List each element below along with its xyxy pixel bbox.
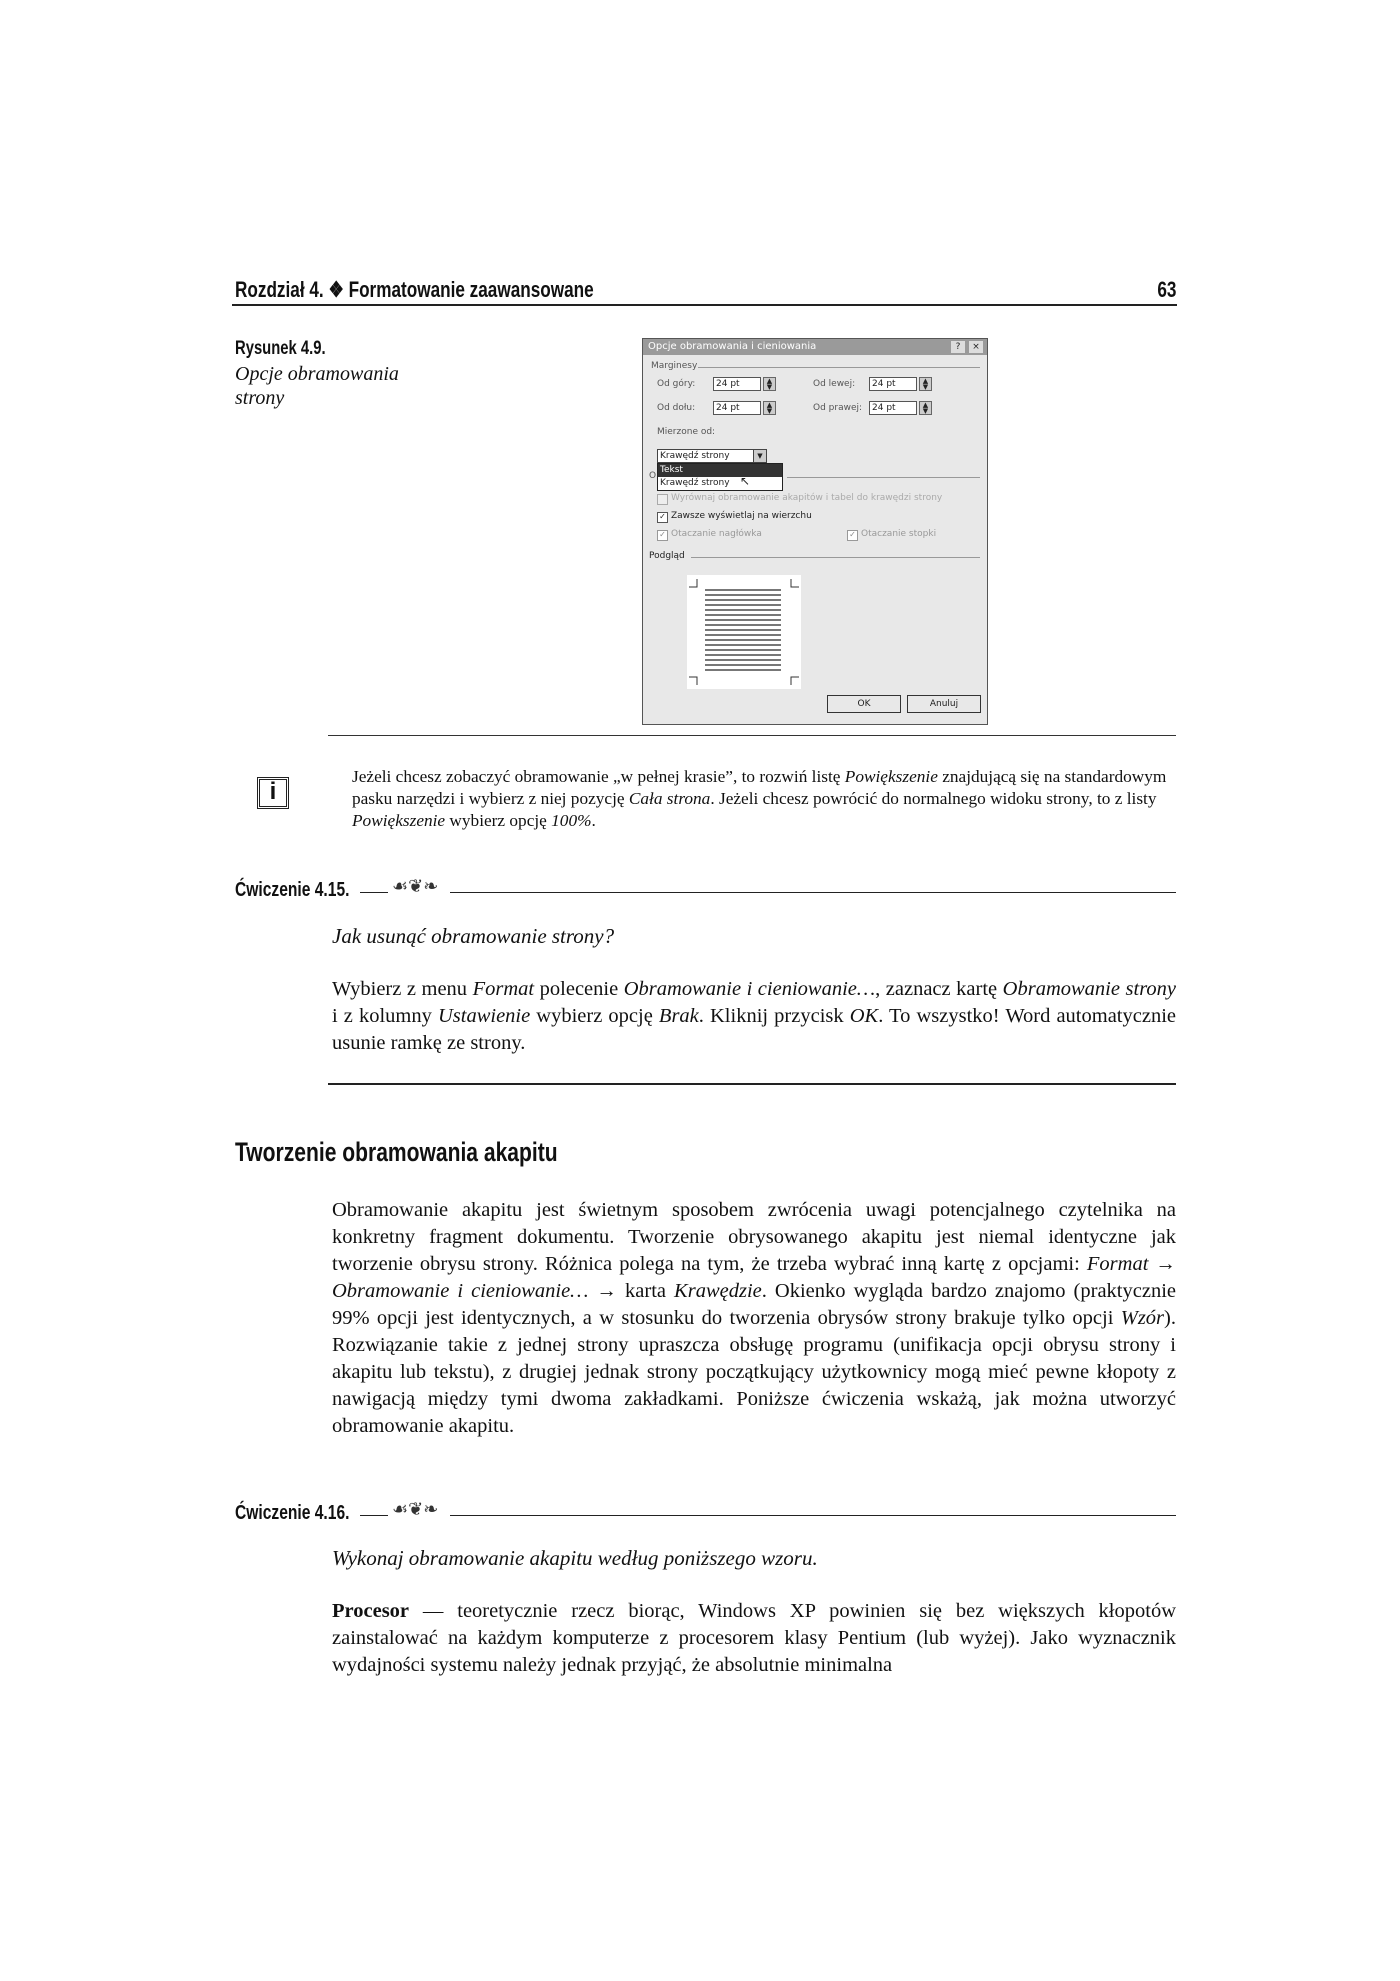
dialog-titlebar	[643, 339, 987, 355]
align-option-label: Wyrównaj obramowanie akapitów i tabel do krawędzi strony	[671, 493, 943, 503]
measured-from-value: Krawędź strony	[660, 451, 730, 461]
spinner-icon[interactable]: ▲ ▼	[919, 401, 932, 415]
exercise-15-number: Ćwiczenie 4.15.	[235, 879, 350, 901]
mouse-cursor-icon: ↖	[740, 474, 751, 488]
left-margin-label: Od lewej:	[813, 379, 856, 389]
chapter-header: Rozdział 4. ❖ Formatowanie zaawansowane	[235, 277, 594, 302]
figure-number: Rysunek 4.9.	[235, 338, 326, 359]
right-margin-value: 24 pt	[872, 403, 896, 413]
spinner-icon[interactable]: ▲ ▼	[763, 377, 776, 391]
surround-header-checkbox[interactable]: ✓	[657, 530, 668, 541]
left-margin-input[interactable]	[869, 377, 929, 391]
measured-from-dropdown[interactable]	[657, 463, 783, 491]
top-margin-value: 24 pt	[716, 379, 740, 389]
margins-group-label: Marginesy	[651, 361, 698, 371]
top-margin-input[interactable]	[713, 377, 773, 391]
page-preview	[687, 575, 801, 689]
cancel-button[interactable]: Anuluj	[907, 695, 981, 713]
close-button[interactable]: ×	[969, 341, 983, 353]
exercise-15-end-rule	[328, 1083, 1176, 1085]
preview-group-line	[691, 557, 980, 558]
exercise-16-rule-left	[360, 1515, 388, 1516]
page-number: 63	[1156, 277, 1176, 302]
preview-text-lines	[705, 589, 781, 674]
exercise-15-rule-left	[360, 892, 388, 893]
section-body: Obramowanie akapitu jest świetnym sposobem zwrócenia uwagi potencjalnego czytelnika na konkretny fragment dokumentu. Tworzenie obrysowanego akapitu jest niemal identyczne jak tworzenie obrysu strony. Różnica polega na tym, że trzeba wybrać inną kartę z opcjami: Format → Obramowanie i cieniowanie… → karta Krawędzie. Okienko wygląda bardzo znajomo (praktycznie 99% opcji jest identycznych, a w stosunku do tworzenia obrysów strony brakuje tylko opcji Wzór). Rozwiązanie takie z jednej strony upraszcza obsługę programu (unifikacja opcji obrysu strony i akapitu lub tekstu), z drugiej jednak strony początkujący użytkownicy mogą mieć pewne kłopoty z nawigacją między tymi dwoma zakładkami. Poniższe ćwiczenia wskażą, jak można utworzyć obramowanie akapitu.	[332, 1199, 1177, 1437]
figure-caption: Opcje obramowania strony	[235, 363, 399, 409]
right-margin-input[interactable]	[869, 401, 929, 415]
spinner-icon[interactable]: ▲ ▼	[919, 377, 932, 391]
left-margin-value: 24 pt	[872, 379, 896, 389]
options-group-label: O	[649, 471, 657, 481]
bottom-margin-input[interactable]	[713, 401, 773, 415]
measured-from-label: Mierzone od:	[657, 427, 716, 437]
exercise-16-body: Procesor — teoretycznie rzecz biorąc, Windows XP powinien się bez większych kłopotów zainstalować na każdym komputerze z procesorem klasy Pentium (lub wyżej). Jako wyznacznik wydajności systemu należy jednak przyjąć, że absolutnie minimalna	[332, 1600, 1176, 1676]
exercise-15-rule	[450, 892, 1176, 893]
align-checkbox[interactable]	[657, 494, 668, 505]
bottom-margin-value: 24 pt	[716, 403, 740, 413]
ornament-icon: ☙❦❧	[392, 1499, 439, 1519]
surround-header-label: Otaczanie nagłówka	[671, 529, 762, 539]
option-text[interactable]: Tekst	[658, 464, 782, 477]
header-rule	[232, 304, 1177, 306]
exercise-16-rule	[450, 1515, 1176, 1516]
info-note: Jeżeli chcesz zobaczyć obramowanie „w pełnej krasie”, to rozwiń listę Powiększenie znajdującą się na standardowym pasku narzędzi i wybierz z niej pozycję Cała strona. Jeżeli chcesz powrócić do normalnego widoku strony, to z listy Powiększenie wybierz opcję 100%.	[352, 767, 1167, 830]
figure-rule	[328, 735, 1176, 736]
section-title: Tworzenie obramowania akapitu	[235, 1137, 558, 1167]
surround-footer-checkbox[interactable]: ✓	[847, 530, 858, 541]
help-button[interactable]: ?	[951, 341, 965, 353]
ornament-icon: ☙❦❧	[392, 876, 439, 896]
spinner-icon[interactable]: ▲ ▼	[763, 401, 776, 415]
exercise-16-number: Ćwiczenie 4.16.	[235, 1502, 350, 1524]
bottom-margin-label: Od dołu:	[657, 403, 696, 413]
dialog-title: Opcje obramowania i cieniowania	[648, 341, 817, 352]
info-icon: i	[257, 777, 289, 809]
ok-button[interactable]: OK	[827, 695, 901, 713]
borders-options-dialog	[642, 338, 988, 725]
surround-footer-label: Otaczanie stopki	[861, 529, 937, 539]
preview-group-label: Podgląd	[649, 551, 685, 561]
exercise-15-task: Jak usunąć obramowanie strony?	[332, 924, 615, 948]
exercise-16-task: Wykonaj obramowanie akapitu według poniższego wzoru.	[332, 1546, 818, 1570]
top-margin-label: Od góry:	[657, 379, 696, 389]
chevron-down-icon[interactable]: ▼	[753, 450, 766, 462]
always-front-checkbox[interactable]: ✓	[657, 512, 668, 523]
margins-group-line	[698, 367, 980, 368]
always-front-label: Zawsze wyświetlaj na wierzchu	[671, 511, 812, 521]
exercise-15-body: Wybierz z menu Format polecenie Obramowanie i cieniowanie…, zaznacz kartę Obramowanie strony i z kolumny Ustawienie wybierz opcję Brak. Kliknij przycisk OK. To wszystko! Word automatycznie usunie ramkę ze strony.	[332, 978, 1177, 1054]
measured-from-select[interactable]	[657, 449, 767, 463]
right-margin-label: Od prawej:	[813, 403, 863, 413]
option-page-edge[interactable]: Krawędź strony	[660, 478, 730, 488]
options-group-line	[787, 477, 980, 478]
